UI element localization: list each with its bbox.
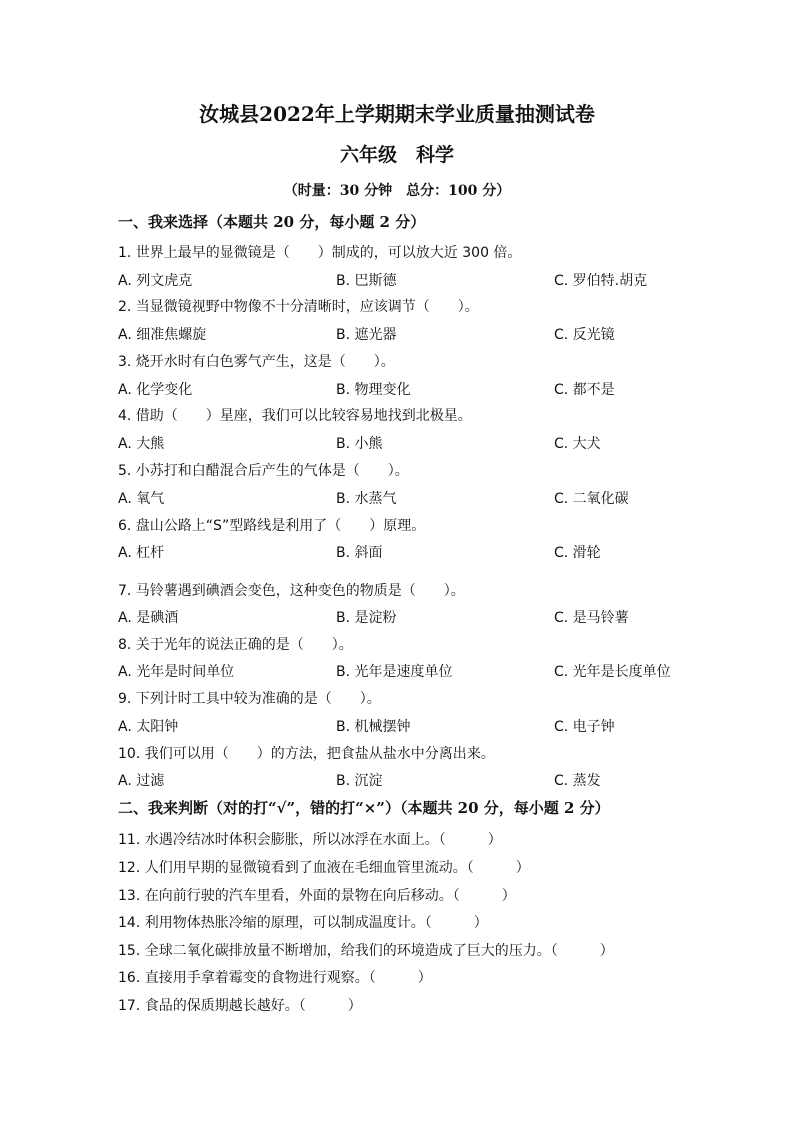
judge-item: 17. 食品的保质期越长越好。（ ） [118,998,362,1014]
judge-item: 13. 在向前行驶的汽车里看，外面的景物在向后移动。（ ） [118,888,516,904]
question-stem: 8. 关于光年的说法正确的是（ ）。 [118,637,353,653]
exam-subtitle: 六年级 科学 [339,144,454,166]
judge-item: 12. 人们用早期的显微镜看到了血液在毛细血管里流动。（ ） [118,860,530,876]
option-b: B. 小熊 [336,436,383,452]
question-stem: 6. 盘山公路上“S”型路线是利用了（ ）原理。 [118,518,426,534]
option-b: B. 是淀粉 [336,610,397,626]
option-b: B. 巴斯德 [336,273,397,289]
option-a: A. 杠杆 [118,545,165,561]
option-b: B. 物理变化 [336,382,411,398]
option-b: B. 斜面 [336,545,383,561]
option-a: A. 是碘酒 [118,610,179,626]
option-a: A. 过滤 [118,773,165,789]
option-c: C. 光年是长度单位 [554,664,671,680]
option-c: C. 蒸发 [554,773,601,789]
option-b: B. 机械摆钟 [336,719,411,735]
option-b: B. 光年是速度单位 [336,664,453,680]
question-stem: 4. 借助（ ）星座，我们可以比较容易地找到北极星。 [118,408,472,424]
question-stem: 3. 烧开水时有白色雾气产生，这是（ ）。 [118,354,395,370]
option-b: B. 水蒸气 [336,491,397,507]
section-heading-choice: 一、我来选择（本题共 20 分，每小题 2 分） [118,213,426,231]
option-a: A. 化学变化 [118,382,193,398]
judge-item: 16. 直接用手拿着霉变的食物进行观察。（ ） [118,970,432,986]
option-a: A. 太阳钟 [118,719,179,735]
question-stem: 2. 当显微镜视野中物像不十分清晰时，应该调节（ ）。 [118,299,479,315]
option-b: B. 遮光器 [336,327,397,343]
option-a: A. 细准焦螺旋 [118,327,207,343]
option-c: C. 二氧化碳 [554,491,629,507]
option-c: C. 反光镜 [554,327,615,343]
option-c: C. 都不是 [554,382,615,398]
section-heading-judge: 二、我来判断（对的打“√”，错的打“×”）（本题共 20 分，每小题 2 分） [118,799,610,817]
question-stem: 10. 我们可以用（ ）的方法，把食盐从盐水中分离出来。 [118,746,495,762]
exam-info: （时量：30 分钟 总分：100 分） [283,183,511,199]
option-a: A. 氧气 [118,491,165,507]
option-b: B. 沉淀 [336,773,383,789]
option-a: A. 光年是时间单位 [118,664,235,680]
question-stem: 5. 小苏打和白醋混合后产生的气体是（ ）。 [118,463,409,479]
option-c: C. 大犬 [554,436,601,452]
question-stem: 1. 世界上最早的显微镜是（ ）制成的，可以放大近 300 倍。 [118,245,522,261]
judge-item: 14. 利用物体热胀冷缩的原理，可以制成温度计。（ ） [118,915,488,931]
judge-item: 15. 全球二氧化碳排放量不断增加，给我们的环境造成了巨大的压力。（ ） [118,943,614,959]
judge-item: 11. 水遇冷结冰时体积会膨胀，所以冰浮在水面上。（ ） [118,832,502,848]
exam-title: 汝城县2022年上学期期末学业质量抽测试卷 [199,102,595,126]
option-c: C. 滑轮 [554,545,601,561]
question-stem: 9. 下列计时工具中较为准确的是（ ）。 [118,691,381,707]
option-c: C. 罗伯特.胡克 [554,273,648,289]
option-a: A. 大熊 [118,436,165,452]
option-a: A. 列文虎克 [118,273,193,289]
option-c: C. 电子钟 [554,719,615,735]
option-c: C. 是马铃薯 [554,610,629,626]
question-stem: 7. 马铃薯遇到碘酒会变色，这种变色的物质是（ ）。 [118,583,465,599]
